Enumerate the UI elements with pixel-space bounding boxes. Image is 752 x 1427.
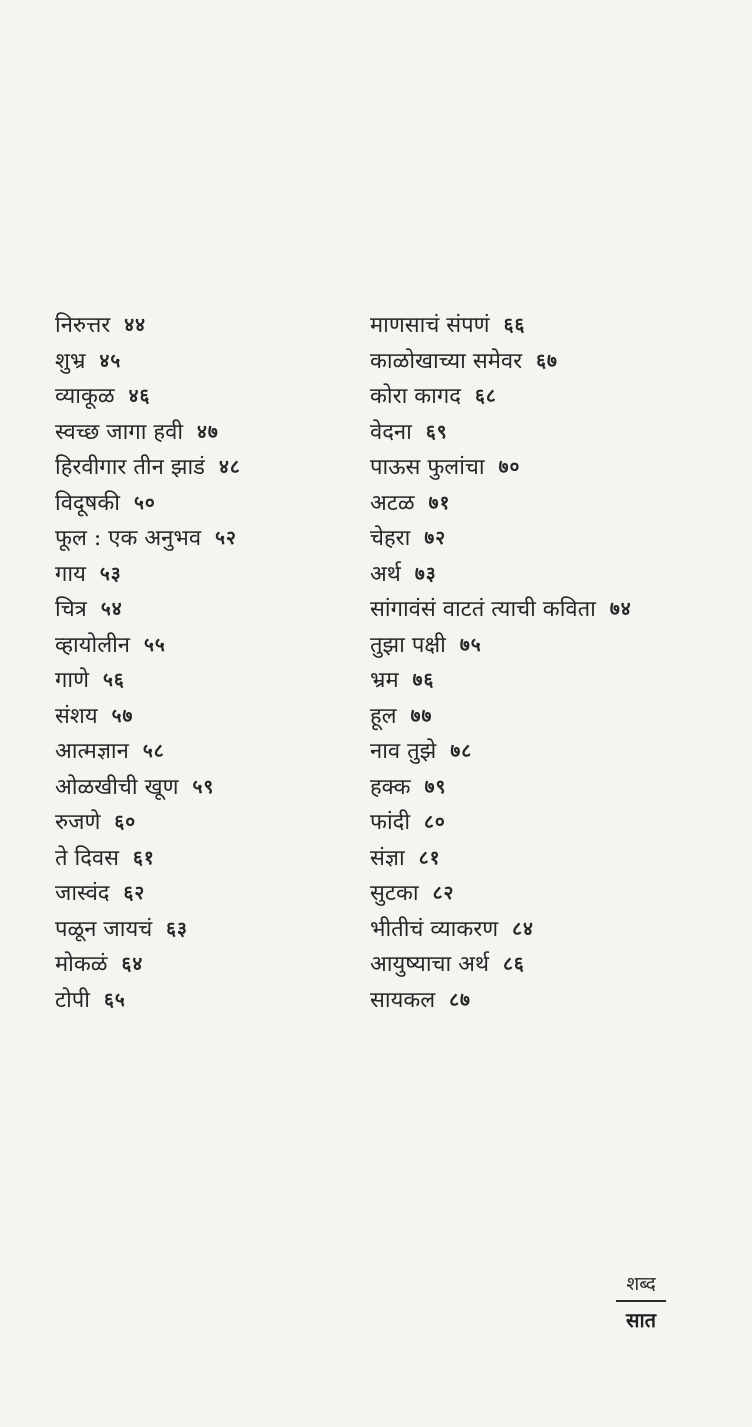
toc-entry [55, 841, 385, 877]
toc-entry-title: आत्मज्ञान [55, 739, 129, 764]
toc-entry-page: ७३ [414, 562, 437, 585]
toc-entry-title: पाऊस फुलांचा [370, 455, 485, 480]
toc-entry-title: स्वच्छ जागा हवी [55, 419, 184, 445]
toc-entry-title: चेहरा [370, 526, 411, 551]
toc-entry [55, 308, 385, 344]
toc-entry-page: ७१ [428, 491, 451, 514]
toc-entry [55, 734, 385, 770]
toc-entry-title: फूल : एक अनुभव [55, 526, 202, 551]
toc-entry [55, 486, 385, 522]
toc-entry [370, 699, 730, 735]
toc-entry-page: ८७ [449, 988, 471, 1011]
toc-entry-page: ५० [133, 491, 156, 514]
toc-left-column [55, 308, 385, 1018]
toc-entry [55, 450, 385, 486]
toc-entry-page: ८० [424, 811, 446, 833]
toc-entry-title: सांगावंसं वाटतं त्याची कविता [370, 597, 596, 622]
toc-entry-title: ते दिवस [55, 845, 120, 871]
toc-entry-page: ६१ [133, 846, 155, 869]
folio-book-title: शब्द [626, 1273, 656, 1295]
toc-entry-title: वेदना [370, 419, 412, 445]
toc-entry-page: ५५ [144, 633, 166, 656]
toc-entry [55, 592, 385, 628]
folio-page-number: सात [625, 1308, 657, 1332]
toc-entry [55, 699, 385, 735]
toc-entry-title: चित्र [55, 597, 87, 622]
toc-entry-title: व्याकूळ [55, 384, 115, 409]
toc-entry-title: व्हायोलीन [55, 632, 131, 658]
toc-entry-title: सायकल [370, 987, 436, 1013]
toc-entry-page: ८१ [418, 846, 441, 869]
toc-entry-title: संज्ञा [370, 845, 405, 871]
toc-entry-page: ६२ [123, 882, 146, 904]
toc-entry-title: तुझा पक्षी [370, 632, 446, 658]
toc-entry-title: अर्थ [370, 561, 401, 587]
toc-entry [370, 983, 730, 1019]
toc-entry-page: ७४ [609, 598, 632, 620]
toc-entry-title: हूल [370, 703, 397, 729]
toc-entry [55, 805, 385, 841]
toc-entry-page: ४६ [128, 385, 151, 407]
toc-entry [370, 521, 730, 557]
toc-entry [55, 557, 385, 593]
toc-entry-page: ५७ [111, 704, 134, 727]
toc-entry-title: हिरवीगार तीन झाडं [55, 455, 205, 480]
toc-entry-title: निरुत्तर [55, 313, 111, 338]
toc-entry-page: ६५ [103, 988, 126, 1011]
toc-entry-page: ४८ [218, 456, 241, 478]
toc-entry [370, 592, 730, 628]
toc-entry-page: ८२ [432, 882, 455, 904]
toc-entry-title: टोपी [55, 987, 90, 1013]
toc-entry-page: ७५ [459, 633, 482, 656]
toc-entry-title: काळोखाच्या समेवर [370, 348, 523, 374]
toc-entry [370, 805, 730, 841]
toc-entry-page: ६० [114, 811, 137, 833]
toc-entry [55, 521, 385, 557]
toc-entry [370, 379, 730, 415]
toc-entry-title: विदूषकी [55, 490, 120, 516]
toc-entry-page: ७२ [424, 527, 447, 549]
toc-entry [55, 912, 385, 948]
toc-entry-page: ५८ [142, 740, 165, 762]
toc-entry-page: ४७ [197, 420, 219, 443]
toc-entry [370, 486, 730, 522]
toc-entry-page: ७० [498, 456, 521, 478]
toc-entry [370, 415, 730, 451]
toc-entry-page: ८४ [512, 917, 534, 940]
toc-entry-page: ५३ [99, 562, 122, 585]
toc-entry-page: ८६ [503, 953, 525, 975]
toc-entry [370, 663, 730, 699]
toc-entry-title: गाय [55, 561, 86, 587]
toc-entry-page: ६४ [121, 953, 144, 975]
toc-entry-title: फांदी [370, 810, 411, 835]
toc-entry-title: पळून जायचं [55, 916, 153, 942]
toc-entry-title: भीतीचं व्याकरण [370, 916, 499, 942]
toc-entry-page: ७७ [410, 704, 433, 727]
folio-divider [616, 1300, 666, 1302]
toc-entry-page: ५४ [100, 598, 123, 620]
toc-entry-page: ५६ [103, 669, 125, 691]
toc-entry [55, 415, 385, 451]
toc-entry [55, 628, 385, 664]
toc-entry-title: भ्रम [370, 668, 399, 693]
toc-entry [370, 628, 730, 664]
toc-entry-page: ७८ [450, 740, 473, 762]
toc-entry [370, 912, 730, 948]
toc-entry-page: ५९ [192, 775, 215, 798]
page-folio [612, 1270, 670, 1334]
toc-entry [55, 947, 385, 983]
toc-entry [370, 841, 730, 877]
toc-entry [370, 770, 730, 806]
toc-entry [55, 663, 385, 699]
toc-entry-page: ६७ [536, 349, 558, 372]
toc-entry-title: गाणे [55, 668, 89, 693]
toc-entry [370, 450, 730, 486]
toc-entry-title: संशय [55, 703, 98, 729]
toc-entry [55, 770, 385, 806]
toc-right-column [370, 308, 730, 1018]
toc-entry-page: ४५ [99, 349, 122, 372]
toc-entry-title: नाव तुझे [370, 739, 437, 764]
toc-entry [370, 947, 730, 983]
toc-entry-page: ६३ [166, 917, 188, 940]
toc-entry-title: जास्वंद [55, 881, 110, 906]
toc-entry-title: ओळखीची खूण [55, 774, 179, 800]
toc-entry [370, 308, 730, 344]
toc-entry-page: ७६ [412, 669, 435, 691]
toc-entry [55, 983, 385, 1019]
toc-entry-page: ६८ [474, 385, 497, 407]
toc-entry-page: ४४ [124, 314, 147, 336]
toc-entry [55, 344, 385, 380]
toc-entry-page: ७९ [424, 775, 447, 798]
toc-entry [55, 379, 385, 415]
toc-entry-page: ६९ [425, 420, 448, 443]
toc-entry-title: शुभ्र [55, 348, 86, 374]
toc-entry-title: माणसाचं संपणं [370, 313, 490, 338]
toc-entry-title: सुटका [370, 881, 419, 906]
toc-entry-title: अटळ [370, 490, 415, 516]
toc-entry [370, 344, 730, 380]
toc-entry-title: रुजणे [55, 810, 101, 835]
toc-entry [370, 557, 730, 593]
toc-entry-title: हक्क [370, 774, 411, 800]
toc-entry [55, 876, 385, 912]
toc-entry [370, 734, 730, 770]
toc-entry-page: ६६ [503, 314, 526, 336]
toc-entry-title: कोरा कागद [370, 384, 461, 409]
toc-entry-title: आयुष्याचा अर्थ [370, 952, 490, 977]
toc-entry-page: ५२ [215, 527, 237, 549]
toc-entry [370, 876, 730, 912]
toc-entry-title: मोकळं [55, 952, 108, 977]
